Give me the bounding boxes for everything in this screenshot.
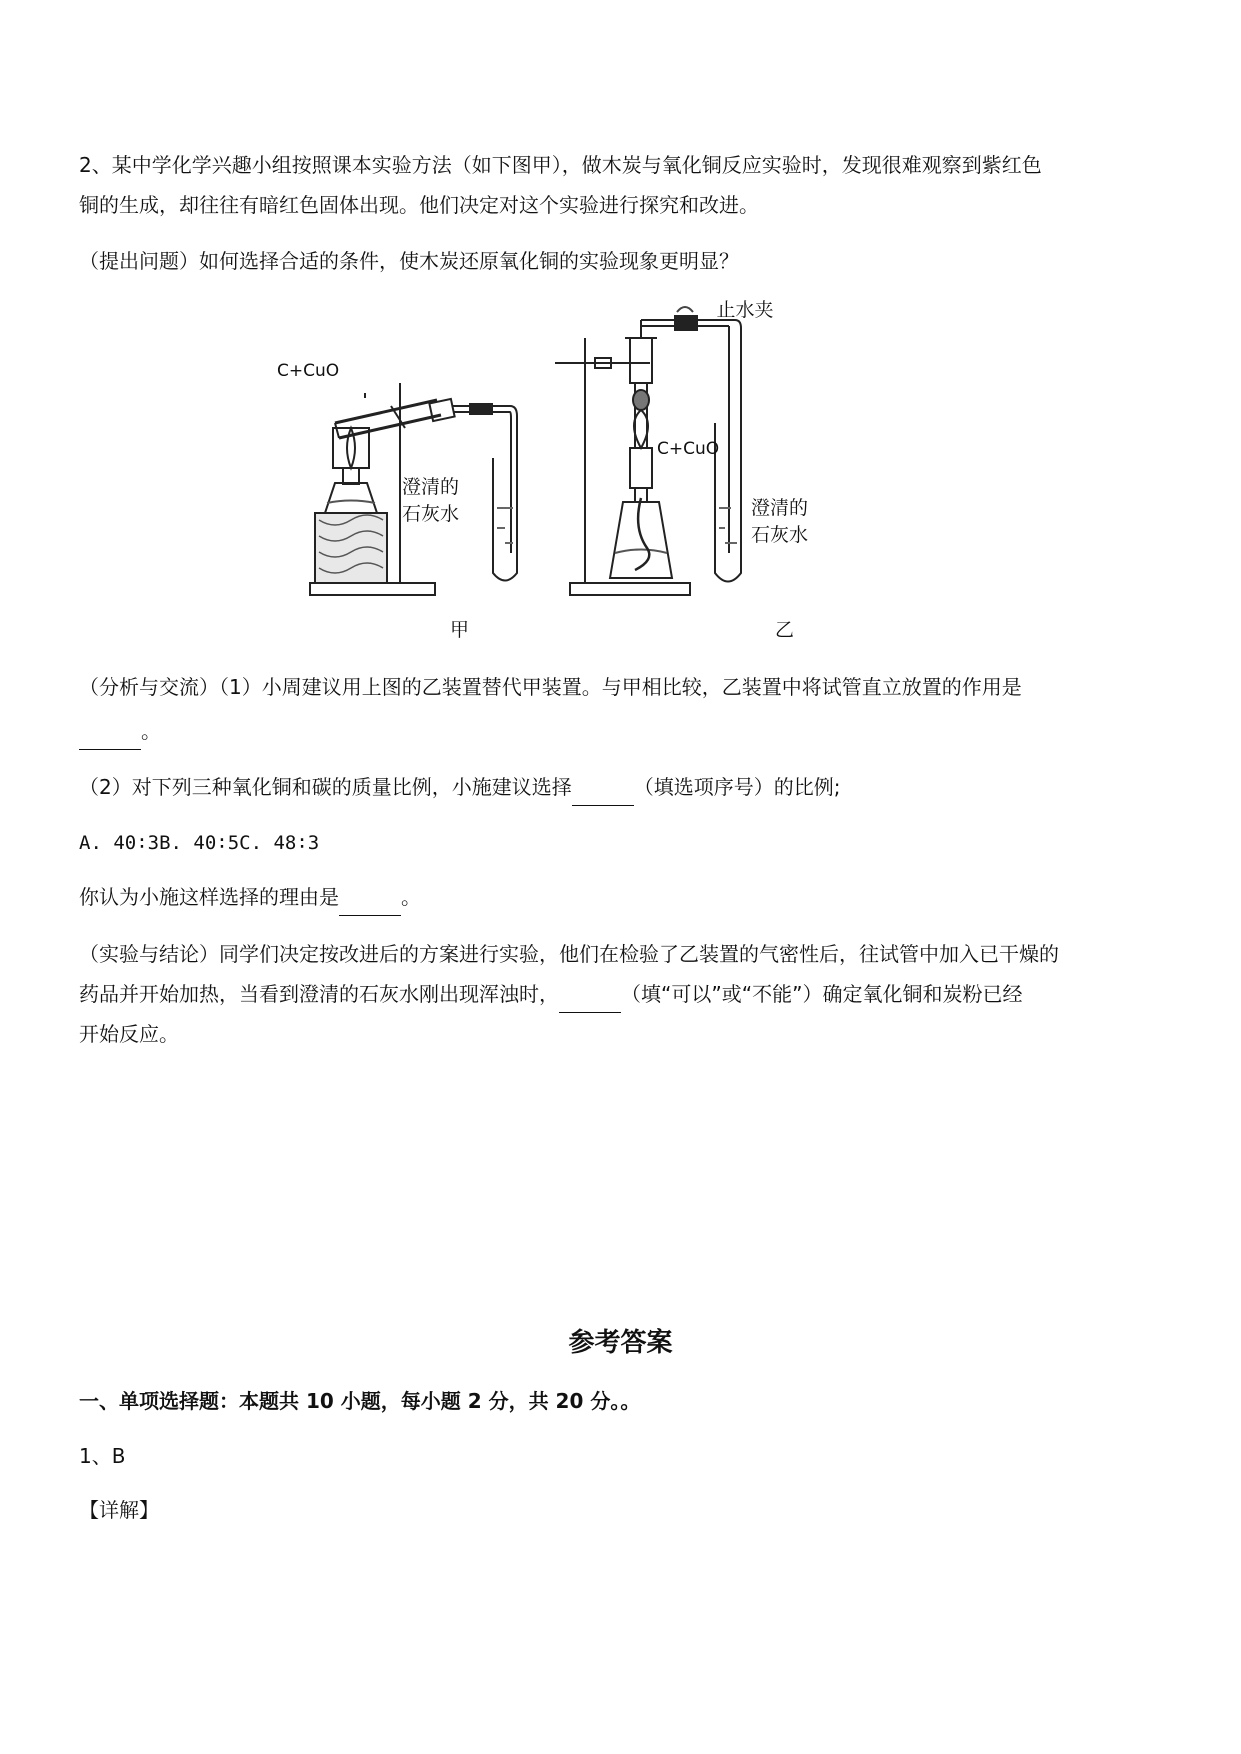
right-limewater-label-2: 石灰水 [751,524,809,546]
options-line: A. 40∶3B. 40∶5C. 48∶3 [79,832,320,854]
analysis-2-text-a: （2）对下列三种氧化铜和碳的质量比例，小施建议选择 [79,775,572,799]
answers-title: 参考答案 [568,1328,673,1358]
analysis-1-end: 。 [141,719,161,743]
analysis-2 [79,768,1169,806]
left-limewater-label-1: 澄清的 [402,476,460,498]
answer-blank-2[interactable] [572,783,634,806]
reason-text: 你认为小施这样选择的理由是 [79,885,339,909]
experiment-line1: （实验与结论）同学们决定按改进后的方案进行实验，他们在检验了乙装置的气密性后，往试管中加入已干燥的 [79,942,1059,966]
analysis-1-line2 [79,712,1169,750]
question-problem: （提出问题）如何选择合适的条件，使木炭还原氧化铜的实验现象更明显？ [79,249,739,273]
left-caption: 甲 [450,619,470,641]
experiment-line2 [79,975,1169,1013]
right-limewater-label-1: 澄清的 [751,497,809,519]
question-intro-line2: 铜的生成，却往往有暗红色固体出现。他们决定对这个实验进行探究和改进。 [79,193,759,217]
answers-section-heading: 一、单项选择题：本题共 10 小题，每小题 2 分，共 20 分。。 [79,1389,641,1413]
apparatus-figure [277,298,965,648]
left-limewater-label-2: 石灰水 [402,503,460,525]
answer-detail-label: 【详解】 [79,1498,159,1522]
experiment-line3: 开始反应。 [79,1022,179,1046]
answer-blank-3[interactable] [339,893,401,916]
answer-blank-1[interactable] [79,727,141,750]
right-reagent-label: C+CuO [657,439,720,459]
right-clamp-label: 止水夹 [716,299,774,321]
answer-blank-4[interactable] [559,990,621,1013]
answer-item-1: 1、B [79,1444,126,1468]
experiment-line2-b: （填“可以”或“不能”）确定氧化铜和炭粉已经 [621,982,1023,1006]
analysis-1-line1: （分析与交流）（1）小周建议用上图的乙装置替代甲装置。与甲相比较，乙装置中将试管直立放置的作用是 [79,675,1022,699]
left-reagent-label: C+CuO [277,361,340,381]
reason-line [79,878,1169,916]
reason-end: 。 [401,885,421,909]
right-caption: 乙 [775,619,795,641]
question-intro-line1: 2、某中学化学兴趣小组按照课本实验方法（如下图甲），做木炭与氧化铜反应实验时，发现很难观察到紫红色 [79,153,1042,177]
experiment-line2-a: 药品并开始加热，当看到澄清的石灰水刚出现浑浊时， [79,982,559,1006]
analysis-2-text-b: （填选项序号）的比例; [633,775,841,799]
